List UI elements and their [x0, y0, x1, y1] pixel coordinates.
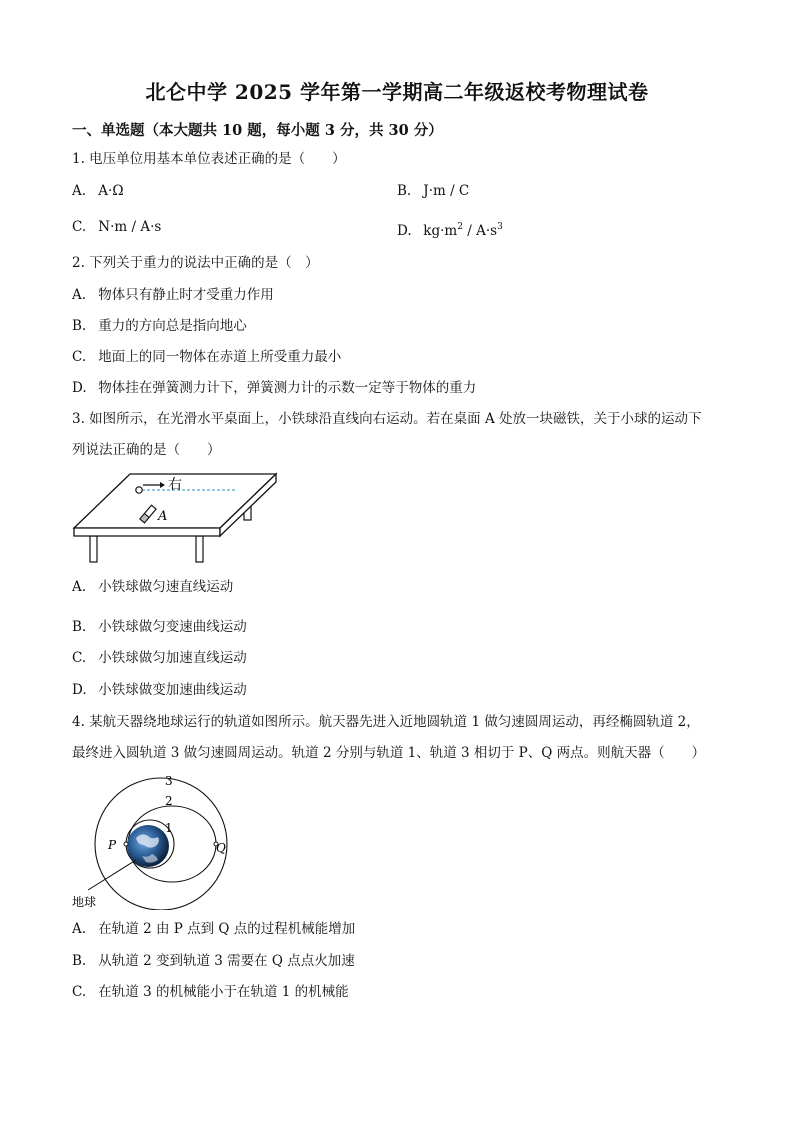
- page-title: 北仑中学 2025 学年第一学期高二年级返校考物理试卷: [145, 80, 649, 104]
- superscript: 3: [497, 222, 503, 232]
- option-label: C.: [72, 349, 87, 365]
- option-label: D.: [72, 682, 87, 698]
- option-text: N·m / A·s: [98, 219, 162, 235]
- orbit-diagram: [68, 772, 248, 910]
- section-heading: 一、单选题（本大题共 10 题，每小题 3 分，共 30 分）: [72, 122, 443, 139]
- point-p-label: P: [108, 838, 117, 852]
- option-text: A·Ω: [98, 183, 124, 199]
- point-q-label: Q: [216, 841, 226, 855]
- magnet-label: A: [158, 509, 168, 524]
- table-diagram: [72, 470, 282, 566]
- option-label: C.: [72, 984, 87, 1000]
- q4-option-c: [72, 983, 349, 1001]
- option-text: J·m / C: [423, 183, 470, 199]
- q1-option-c: [72, 218, 161, 236]
- q4-option-a: [72, 920, 355, 938]
- option-label: C.: [72, 650, 87, 666]
- q1-stem: 1. 电压单位用基本单位表述正确的是（ ）: [72, 151, 346, 167]
- option-text: 物体挂在弹簧测力计下，弹簧测力计的示数一定等于物体的重力: [98, 380, 477, 396]
- q4-stem-line1: 4. 某航天器绕地球运行的轨道如图所示。航天器先进入近地圆轨道 1 做匀速圆周运动，再经椭圆轨道 2，: [72, 714, 700, 730]
- option-label: A.: [72, 921, 87, 937]
- option-text: 重力的方向总是指向地心: [98, 318, 247, 334]
- table-front-edge: [74, 528, 220, 536]
- option-text: 物体只有静止时才受重力作用: [98, 287, 274, 303]
- q4-option-b: [72, 952, 355, 970]
- point-p-marker: [124, 842, 128, 846]
- option-label: B.: [72, 619, 87, 635]
- table-leg: [196, 536, 203, 562]
- orbit-1-label: 1: [165, 821, 173, 835]
- option-text: 小铁球做变加速曲线运动: [98, 682, 247, 698]
- option-text: 在轨道 3 的机械能小于在轨道 1 的机械能: [98, 984, 349, 1000]
- q3-stem-line1: 3. 如图所示，在光滑水平桌面上，小铁球沿直线向右运动。若在桌面 A 处放一块磁铁，关于小球的运动下: [72, 411, 702, 427]
- q4-orbit-figure: [68, 772, 248, 910]
- q2-option-d: [72, 379, 476, 397]
- option-text: 小铁球做匀加速直线运动: [98, 650, 247, 666]
- table-leg: [90, 536, 97, 562]
- q3-option-c: [72, 649, 247, 667]
- superscript: 2: [457, 222, 463, 232]
- option-text: 在轨道 2 由 P 点到 Q 点的过程机械能增加: [98, 921, 356, 937]
- option-text: 小铁球做匀变速曲线运动: [98, 619, 247, 635]
- option-label: B.: [72, 318, 87, 334]
- option-text: 小铁球做匀速直线运动: [98, 579, 234, 595]
- option-text-b: / A·s: [462, 223, 498, 239]
- option-label: A.: [72, 287, 87, 303]
- option-label: A.: [72, 183, 87, 199]
- direction-label: 右: [168, 477, 182, 493]
- q2-option-a: [72, 286, 274, 304]
- q3-stem-line2: 列说法正确的是（ ）: [72, 442, 221, 458]
- option-text: 地面上的同一物体在赤道上所受重力最小: [98, 349, 342, 365]
- option-label: B.: [72, 953, 87, 969]
- option-text: 从轨道 2 变到轨道 3 需要在 Q 点点火加速: [98, 953, 355, 969]
- iron-ball: [136, 487, 142, 493]
- q3-option-a: [72, 578, 233, 596]
- earth-label: 地球: [72, 895, 97, 909]
- orbit-3-label: 3: [165, 774, 173, 788]
- q4-stem-line2: 最终进入圆轨道 3 做匀速圆周运动。轨道 2 分别与轨道 1、轨道 3 相切于 P、Q 两点。则航天器（ ）: [72, 745, 706, 761]
- q2-option-c: [72, 348, 341, 366]
- option-label: A.: [72, 579, 87, 595]
- q1-option-b: [397, 182, 469, 200]
- q3-table-figure: [72, 470, 282, 566]
- orbit-2-label: 2: [165, 794, 173, 808]
- option-label: B.: [397, 183, 412, 199]
- q1-option-a: [72, 182, 124, 200]
- earth-pointer: [88, 860, 136, 890]
- option-label: D.: [72, 380, 87, 396]
- q3-option-b: [72, 618, 247, 636]
- option-text-a: kg·m: [423, 223, 458, 239]
- option-label: D.: [397, 223, 412, 239]
- q2-stem: 2. 下列关于重力的说法中正确的是（ ）: [72, 255, 319, 271]
- option-label: C.: [72, 219, 87, 235]
- q1-option-d: [397, 218, 503, 240]
- q2-option-b: [72, 317, 247, 335]
- q3-option-d: [72, 681, 247, 699]
